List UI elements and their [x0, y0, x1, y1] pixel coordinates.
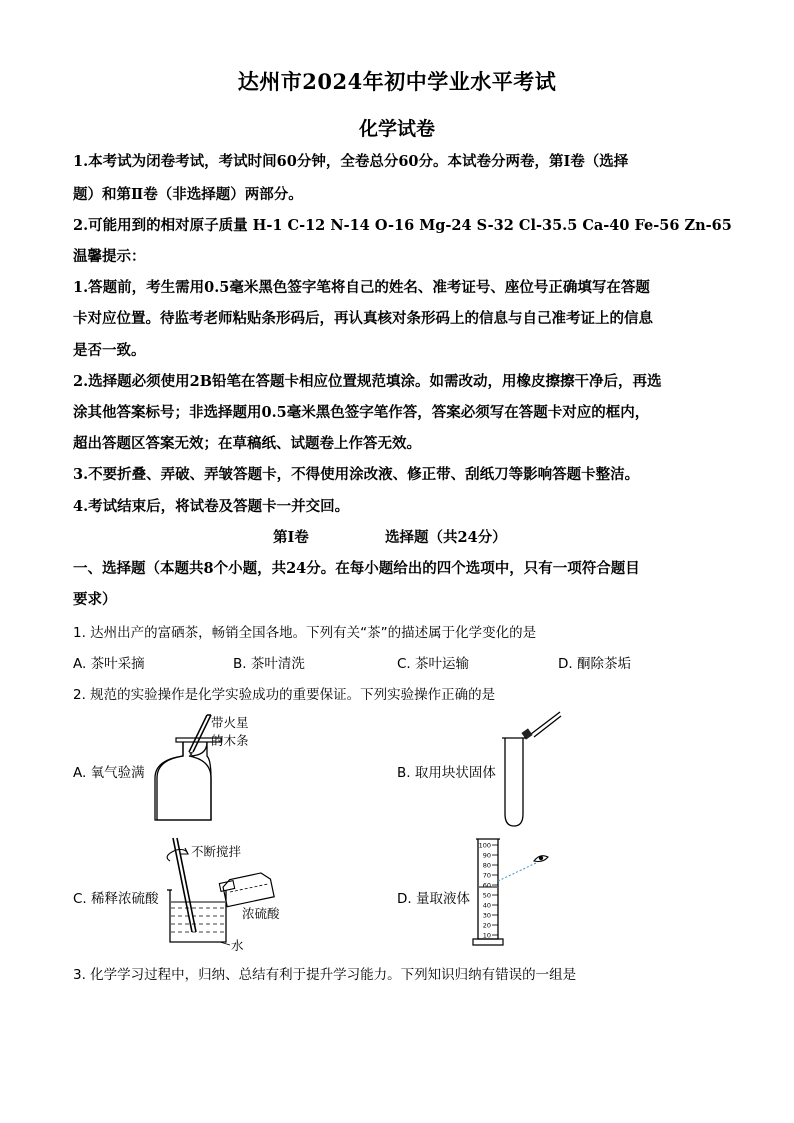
note-line: 温馨提示：: [73, 248, 146, 265]
note-line: 1.答题前，考生需用0.5毫米黑色签字笔将自己的姓名、准考证号、座位号正确填写在答题: [73, 279, 650, 296]
acid-label: 浓硫酸: [242, 906, 280, 921]
cylinder-tick-label: 30: [482, 911, 491, 920]
splint-label-line2: 的木条: [211, 733, 249, 748]
splint-label-line1: 带火星: [211, 715, 249, 730]
cylinder-tick-label: 10: [482, 931, 491, 940]
cylinder-tick-label: 90: [482, 851, 491, 860]
cylinder-scale: [479, 842, 498, 940]
question-3-stem: 3. 化学学习过程中，归纳、总结有利于提升学习能力。下列知识归纳有错误的一组是: [73, 967, 577, 983]
q2-option-d[interactable]: D. 量取液体: [397, 891, 470, 907]
note-line: 4.考试结束后，将试卷及答题卡一并交回。: [73, 498, 350, 515]
exam-subtitle: 化学试卷: [358, 118, 435, 140]
q1-option-b[interactable]: B. 茶叶清洗: [233, 656, 305, 672]
q1-option-c[interactable]: C. 茶叶运输: [397, 656, 470, 672]
note-line: 1.本考试为闭卷考试，考试时间60分钟，全卷总分60分。本试卷分两卷，第Ⅰ卷（选择: [73, 153, 629, 170]
note-line: 2.选择题必须使用2B铅笔在答题卡相应位置规范填涂。如需改动，用橡皮擦擦干净后，再选: [73, 373, 662, 390]
section-heading: 要求）: [73, 591, 117, 608]
stir-label: 不断搅拌: [191, 844, 242, 859]
note-line: 超出答题区答案无效；在草稿纸、试题卷上作答无效。: [73, 435, 421, 452]
q1-option-d[interactable]: D. 酮除茶垢: [558, 656, 631, 672]
test-tube-figure: [495, 708, 570, 833]
q2-option-a[interactable]: A. 氧气验满: [73, 765, 145, 781]
question-1-stem: 1. 达州出产的富硒茶，畅销全国各地。下列有关“茶”的描述属于化学变化的是: [73, 625, 537, 641]
cylinder-tick-label: 100: [478, 841, 491, 850]
exam-title: 达州市2024年初中学业水平考试: [237, 69, 557, 94]
cylinder-tick-label: 70: [482, 871, 491, 880]
question-2-stem: 2. 规范的实验操作是化学实验成功的重要保证。下列实验操作正确的是: [73, 687, 496, 703]
oxygen-bottle-figure: [145, 712, 275, 827]
q2-option-c[interactable]: C. 稀释浓硫酸: [73, 891, 159, 907]
section-heading: 一、选择题（本题共8个小题，共24分。在每小题给出的四个选项中，只有一项符合题目: [73, 560, 640, 577]
note-line: 2.可能用到的相对原子质量 H-1 C-12 N-14 O-16 Mg-24 S-32 Cl-35.5 Ca-40 Fe-56 Zn-65: [73, 217, 732, 234]
note-line: 卡对应位置。待监考老师粘贴条形码后，再认真核对条形码上的信息与自己准考证上的信息: [73, 310, 653, 327]
cylinder-tick-label: 80: [482, 861, 491, 870]
q2-option-b[interactable]: B. 取用块状固体: [397, 765, 496, 781]
dilution-figure: [160, 832, 310, 957]
cylinder-tick-label: 60: [482, 881, 491, 890]
water-label: 水: [231, 938, 244, 953]
section-name: 选择题（共24分）: [385, 529, 507, 546]
q1-option-a[interactable]: A. 茶叶采摘: [73, 656, 145, 672]
graduated-cylinder-figure: [470, 835, 565, 950]
cylinder-tick-label: 50: [482, 891, 491, 900]
note-line: 涂其他答案标号；非选择题用0.5毫米黑色签字笔作答，答案必须写在答题卡对应的框内，: [73, 404, 650, 421]
volume-label: 第Ⅰ卷: [273, 529, 309, 546]
note-line: 是否一致。: [73, 342, 146, 359]
cylinder-tick-label: 20: [482, 921, 491, 930]
note-line: 题）和第Ⅱ卷（非选择题）两部分。: [73, 186, 303, 203]
note-line: 3.不要折叠、弄破、弄皱答题卡，不得使用涂改液、修正带、刮纸刀等影响答题卡整洁。: [73, 466, 640, 483]
cylinder-tick-label: 40: [482, 901, 491, 910]
